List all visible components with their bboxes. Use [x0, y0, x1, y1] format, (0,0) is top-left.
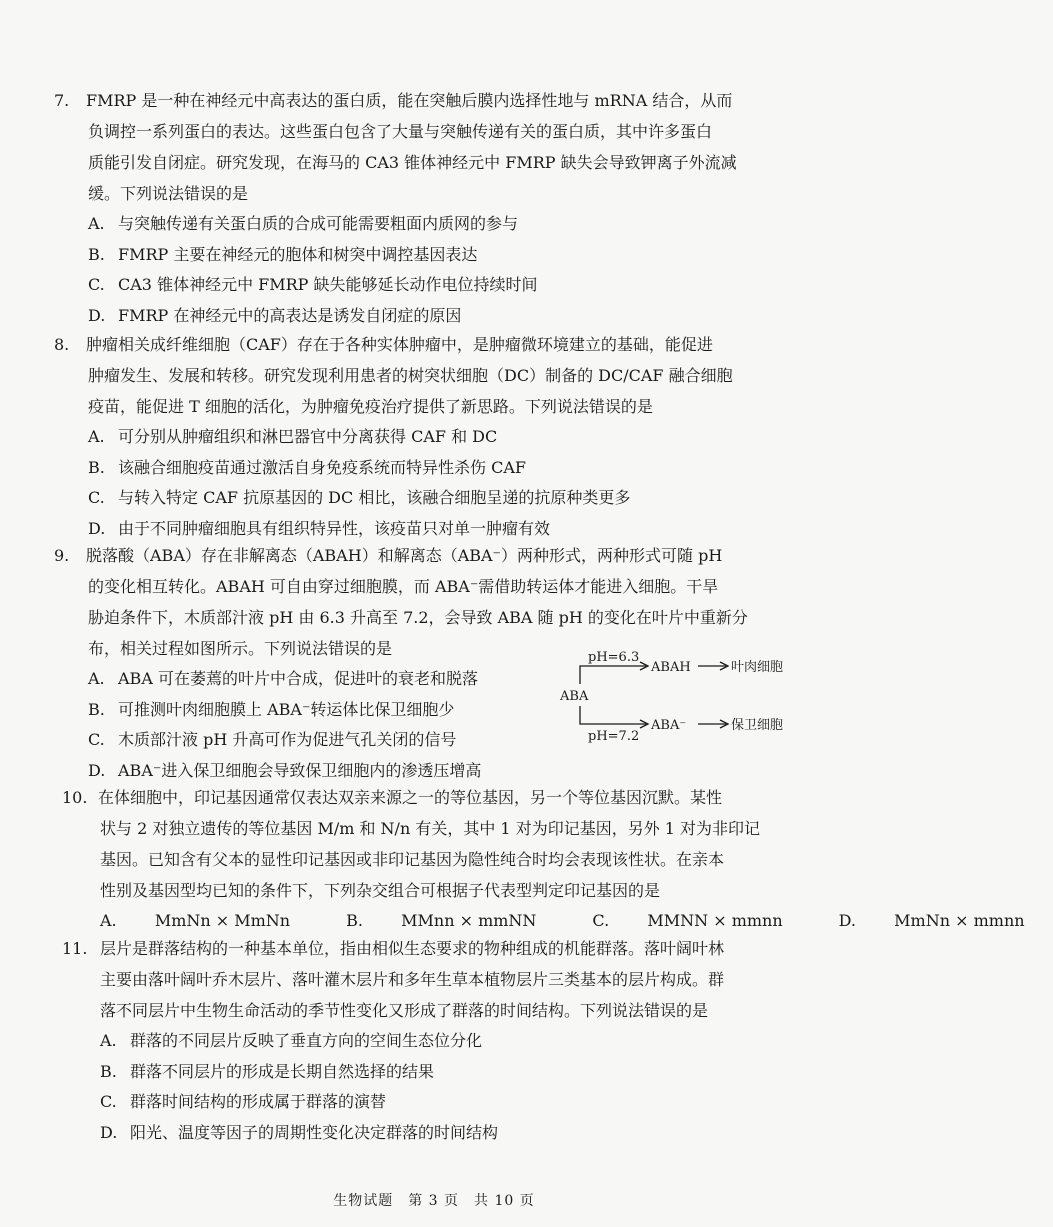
- stem-line: FMRP 是一种在神经元中高表达的蛋白质，能在突触后膜内选择性地与 mRNA 结合，从而: [86, 91, 733, 110]
- question-stem: [0, 329, 868, 422]
- option-d: D. 由于不同肿瘤细胞具有组织特异性，该疫苗只对单一肿瘤有效: [88, 518, 551, 538]
- stem-line: 疫苗，能促进 T 细胞的活化，为肿瘤免疫治疗提供了新思路。下列说法错误的是: [88, 397, 653, 416]
- option-d: D. MmNn × mmnn: [838, 911, 1025, 930]
- question-8: [0, 329, 868, 544]
- question-number: 8.: [54, 335, 70, 354]
- option-b: B. 群落不同层片的形成是长期自然选择的结果: [100, 1061, 435, 1081]
- stem-line: 肿瘤相关成纤维细胞（CAF）存在于各种实体肿瘤中，是肿瘤微环境建立的基础，能促进: [86, 335, 713, 354]
- option-d: D. 阳光、温度等因子的周期性变化决定群落的时间结构: [100, 1122, 499, 1142]
- stem-line: 落不同层片中生物生命活动的季节性变化又形成了群落的时间结构。下列说法错误的是: [100, 1001, 709, 1020]
- stem-line: 缓。下列说法错误的是: [88, 184, 249, 203]
- question-number: 11.: [62, 939, 88, 958]
- stem-line: 状与 2 对独立遗传的等位基因 M/m 和 N/n 有关，其中 1 对为印记基因，另外 1 对为非印记: [100, 819, 761, 838]
- stem-line: 布，相关过程如图所示。下列说法错误的是: [88, 639, 393, 658]
- option-b: B. MMnn × mmNN: [346, 911, 537, 930]
- option-a: A. 与突触传递有关蛋白质的合成可能需要粗面内质网的参与: [88, 214, 519, 233]
- question-number: 10.: [62, 788, 88, 807]
- option-c: C. 木质部汁液 pH 升高可作为促进气孔关闭的信号: [88, 730, 457, 749]
- option-a: A. ABA 可在萎蔫的叶片中合成，促进叶的衰老和脱落: [88, 669, 478, 688]
- question-11: [0, 933, 868, 1148]
- stem-line: 肿瘤发生、发展和转移。研究发现利用患者的树突状细胞（DC）制备的 DC/CAF 融合细胞: [88, 366, 733, 385]
- question-stem: [0, 85, 868, 209]
- option-c: C. 群落时间结构的形成属于群落的演替: [100, 1092, 387, 1111]
- diagram-condition-top: pH=6.3: [588, 650, 640, 665]
- diagram-condition-bottom: pH=7.2: [588, 729, 640, 744]
- option-b: B. 该融合细胞疫苗通过激活自身免疫系统而特异性杀伤 CAF: [88, 457, 526, 477]
- option-c: C. CA3 锥体神经元中 FMRP 缺失能够延长动作电位持续时间: [88, 275, 538, 294]
- stem-line: 性别及基因型均已知的条件下，下列杂交组合可根据子代表型判定印记基因的是: [100, 881, 661, 900]
- aba-distribution-diagram: [558, 640, 808, 750]
- diagram-branch-line: [580, 666, 646, 684]
- option-a: A. 群落的不同层片反映了垂直方向的空间生态位分化: [100, 1031, 483, 1050]
- options-row: [0, 906, 1025, 936]
- diagram-form-aba-ion: ABA⁻: [651, 718, 687, 733]
- diagram-target-guard-cell: 保卫细胞: [731, 718, 784, 733]
- question-7: [0, 85, 868, 331]
- option-c: C. 与转入特定 CAF 抗原基因的 DC 相比，该融合细胞呈递的抗原种类更多: [88, 488, 631, 507]
- option-a: A. 可分别从肿瘤组织和淋巴器官中分离获得 CAF 和 DC: [88, 427, 498, 446]
- option-b: B. 可推测叶肉细胞膜上 ABA⁻转运体比保卫细胞少: [88, 699, 455, 719]
- option-c: C. MMNN × mmnn: [592, 911, 783, 930]
- stem-line: 负调控一系列蛋白的表达。这些蛋白包含了大量与突触传递有关的蛋白质，其中许多蛋白: [88, 122, 713, 141]
- option-d: D. FMRP 在神经元中的高表达是诱发自闭症的原因: [88, 305, 462, 325]
- question-stem: [0, 782, 868, 906]
- option-d: D. ABA⁻进入保卫细胞会导致保卫细胞内的渗透压增高: [88, 760, 482, 780]
- question-number: 9.: [54, 546, 70, 565]
- stem-line: 脱落酸（ABA）存在非解离态（ABAH）和解离态（ABA⁻）两种形式，两种形式可随 pH: [86, 546, 723, 565]
- question-stem: [0, 933, 868, 1026]
- option-a: A. MmNn × MmNn: [100, 911, 291, 930]
- stem-line: 在体细胞中，印记基因通常仅表达双亲来源之一的等位基因，另一个等位基因沉默。某性: [98, 788, 723, 807]
- stem-line: 质能引发自闭症。研究发现，在海马的 CA3 锥体神经元中 FMRP 缺失会导致钾离子外流减: [88, 153, 737, 172]
- stem-line: 胁迫条件下，木质部汁液 pH 由 6.3 升高至 7.2，会导致 ABA 随 pH 的变化在叶片中重新分: [88, 608, 748, 627]
- option-b: B. FMRP 主要在神经元的胞体和树突中调控基因表达: [88, 244, 478, 264]
- stem-line: 主要由落叶阔叶乔木层片、落叶灌木层片和多年生草本植物层片三类基本的层片构成。群: [100, 970, 725, 989]
- question-10: [0, 782, 1025, 936]
- diagram-branch-line: [580, 706, 646, 724]
- stem-line: 的变化相互转化。ABAH 可自由穿过细胞膜，而 ABA⁻需借助转运体才能进入细胞。干旱: [88, 577, 719, 596]
- diagram-form-abah: ABAH: [651, 660, 691, 675]
- page-footer: 生物试题 第 3 页 共 10 页: [333, 1193, 535, 1209]
- stem-line: 基因。已知含有父本的显性印记基因或非印记基因为隐性纯合时均会表现该性状。在亲本: [100, 850, 725, 869]
- diagram-target-mesophyll: 叶肉细胞: [731, 660, 784, 675]
- stem-line: 层片是群落结构的一种基本单位，指由相似生态要求的物种组成的机能群落。落叶阔叶林: [100, 939, 725, 958]
- diagram-source-aba: ABA: [560, 689, 589, 704]
- question-number: 7.: [54, 91, 70, 110]
